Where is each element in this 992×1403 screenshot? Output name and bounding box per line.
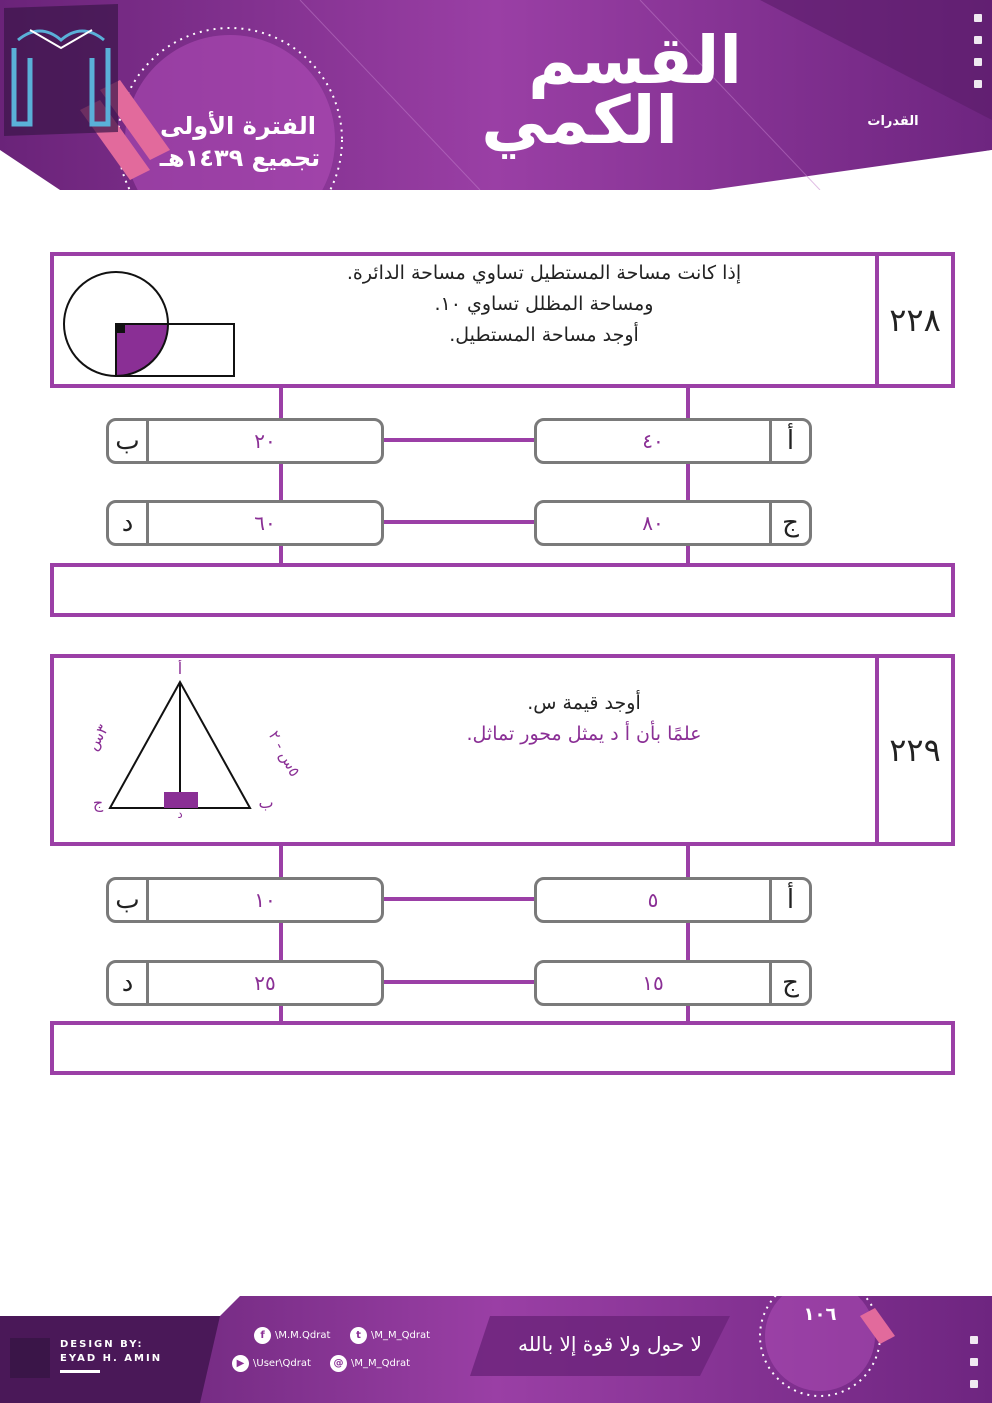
connector-line [384,520,536,524]
header-collection: تجميع ١٤٣٩هـ [159,144,321,172]
social-youtube[interactable] [232,1355,311,1372]
option-letter: ج [769,963,809,1003]
option-value: ٥ [647,888,659,912]
design-credit-line: EYAD H. AMIN [60,1353,163,1364]
option-a[interactable] [534,418,812,464]
social-handle: \M.M.Qdrat [275,1330,331,1341]
option-value: ١٠ [254,888,276,912]
design-credit [60,1338,162,1366]
question-number: ٢٢٨ [875,256,951,384]
page-header [0,0,992,190]
connector-line [384,897,536,901]
option-value: ٢٥ [254,971,276,995]
social-other[interactable] [330,1355,410,1372]
question-line: ومساحة المظلل تساوي ١٠. [434,293,654,315]
option-c[interactable] [534,500,812,546]
designer-logo-icon [10,1338,50,1378]
question-line-highlight: علمًا بأن أ د يمثل محور تماثل. [466,723,702,745]
design-credit-line: DESIGN BY: [60,1339,144,1350]
option-letter: د [109,503,149,543]
option-value: ٨٠ [642,511,664,535]
option-d[interactable] [106,500,384,546]
page-number: ١٠٦ [803,1304,837,1325]
option-letter: ب [109,880,149,920]
option-b[interactable] [106,877,384,923]
vertex-label: أ [177,660,183,678]
social-handle: \M_M_Qdrat [371,1330,431,1341]
header-title-line1: القسم [528,22,742,99]
question-text [264,258,824,351]
logo-text: القدرات [867,114,919,129]
social-handle: \User\Qdrat [253,1358,311,1369]
header-title-line2: الكمي [481,82,678,159]
question-line: أوجد قيمة س. [527,692,641,714]
facebook-icon: f [254,1327,271,1344]
option-b[interactable] [106,418,384,464]
answer-box[interactable] [50,563,955,617]
option-letter: أ [769,880,809,920]
header-period: الفترة الأولى [159,112,317,140]
circle-rectangle-figure [60,262,240,382]
option-letter: ج [769,503,809,543]
youtube-icon: ▶ [232,1355,249,1372]
answer-box[interactable] [50,1021,955,1075]
page-footer [0,1296,992,1403]
side-label: ٣س [83,721,113,754]
question-228-box [50,252,955,388]
option-c[interactable] [534,960,812,1006]
triangle-figure [74,660,314,820]
question-line: إذا كانت مساحة المستطيل تساوي مساحة الدائرة. [346,262,742,284]
at-icon: @ [330,1355,347,1372]
vertex-label: ب [258,793,274,812]
social-facebook[interactable] [254,1327,330,1344]
side-label: ٥س - ٢ [264,727,304,780]
book-logo-icon [0,0,122,140]
option-d[interactable] [106,960,384,1006]
twitter-icon: t [350,1327,367,1344]
connector-line [384,438,536,442]
option-value: ٤٠ [642,429,664,453]
footer-motto: لا حول ولا قوة إلا بالله [518,1332,702,1356]
question-line: أوجد مساحة المستطيل. [449,324,639,346]
question-number: ٢٢٩ [875,658,951,842]
social-handle: \M_M_Qdrat [351,1358,411,1369]
question-text [384,688,784,750]
vertex-label: د [177,807,183,820]
option-value: ٢٠ [254,429,276,453]
question-229-box [50,654,955,846]
connector-line [384,980,536,984]
option-a[interactable] [534,877,812,923]
social-twitter[interactable] [350,1327,430,1344]
option-letter: ب [109,421,149,461]
vertex-label: ج [92,793,104,812]
option-value: ٦٠ [254,511,276,535]
option-value: ١٥ [642,971,664,995]
option-letter: د [109,963,149,1003]
option-letter: أ [769,421,809,461]
